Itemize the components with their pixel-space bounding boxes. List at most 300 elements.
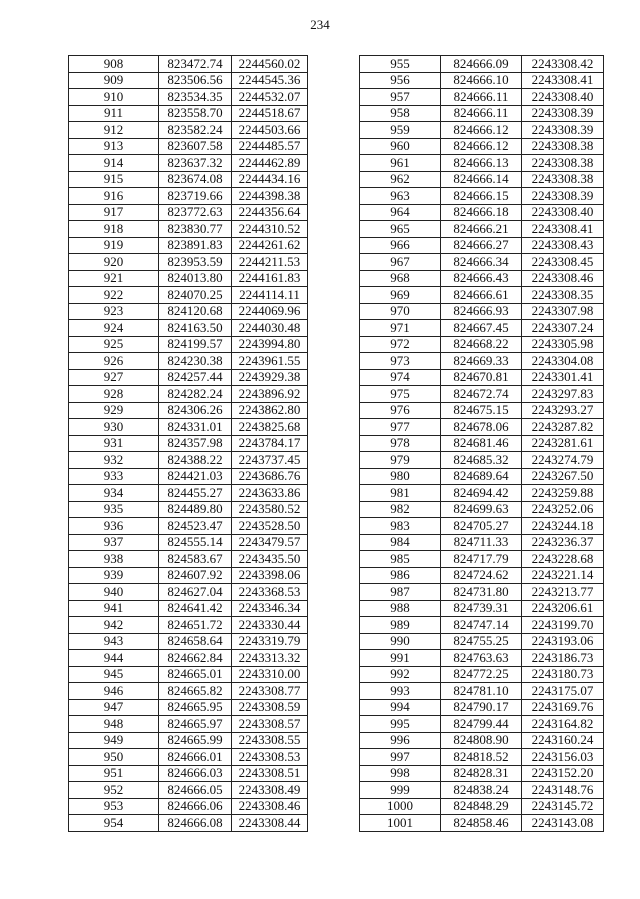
table-row xyxy=(69,501,308,518)
point-number-cell: 932 xyxy=(69,452,159,469)
x-coordinate-cell: 824199.57 xyxy=(159,336,232,353)
y-coordinate-cell: 2243180.73 xyxy=(522,666,604,683)
x-coordinate-cell: 824583.67 xyxy=(159,551,232,568)
x-coordinate-cell: 824717.79 xyxy=(441,551,522,568)
point-number-cell: 985 xyxy=(360,551,441,568)
x-coordinate-cell: 824666.09 xyxy=(441,56,522,73)
y-coordinate-cell: 2243580.52 xyxy=(232,501,308,518)
y-coordinate-cell: 2243308.55 xyxy=(232,732,308,749)
table-row xyxy=(360,534,604,551)
y-coordinate-cell: 2243896.92 xyxy=(232,386,308,403)
x-coordinate-cell: 824739.31 xyxy=(441,600,522,617)
table-row xyxy=(69,584,308,601)
point-number-cell: 931 xyxy=(69,435,159,452)
table-row xyxy=(69,122,308,139)
y-coordinate-cell: 2243287.82 xyxy=(522,419,604,436)
point-number-cell: 908 xyxy=(69,56,159,73)
y-coordinate-cell: 2244560.02 xyxy=(232,56,308,73)
point-number-cell: 990 xyxy=(360,633,441,650)
y-coordinate-cell: 2243308.46 xyxy=(522,270,604,287)
point-number-cell: 994 xyxy=(360,699,441,716)
y-coordinate-cell: 2243281.61 xyxy=(522,435,604,452)
table-row xyxy=(360,254,604,271)
table-row xyxy=(360,749,604,766)
x-coordinate-cell: 824013.80 xyxy=(159,270,232,287)
x-coordinate-cell: 824666.10 xyxy=(441,72,522,89)
y-coordinate-cell: 2243236.37 xyxy=(522,534,604,551)
point-number-cell: 971 xyxy=(360,320,441,337)
y-coordinate-cell: 2244356.64 xyxy=(232,204,308,221)
y-coordinate-cell: 2243308.39 xyxy=(522,188,604,205)
point-number-cell: 957 xyxy=(360,89,441,106)
table-row xyxy=(69,732,308,749)
point-number-cell: 940 xyxy=(69,584,159,601)
table-row xyxy=(360,683,604,700)
table-row xyxy=(69,567,308,584)
x-coordinate-cell: 824705.27 xyxy=(441,518,522,535)
y-coordinate-cell: 2244545.36 xyxy=(232,72,308,89)
y-coordinate-cell: 2243308.44 xyxy=(232,815,308,832)
y-coordinate-cell: 2243308.38 xyxy=(522,138,604,155)
table-row xyxy=(360,501,604,518)
point-number-cell: 914 xyxy=(69,155,159,172)
y-coordinate-cell: 2244310.52 xyxy=(232,221,308,238)
table-row xyxy=(69,419,308,436)
point-number-cell: 983 xyxy=(360,518,441,535)
x-coordinate-cell: 824357.98 xyxy=(159,435,232,452)
y-coordinate-cell: 2243274.79 xyxy=(522,452,604,469)
y-coordinate-cell: 2243221.14 xyxy=(522,567,604,584)
x-coordinate-cell: 824772.25 xyxy=(441,666,522,683)
table-row xyxy=(69,254,308,271)
table-row xyxy=(360,320,604,337)
y-coordinate-cell: 2243308.51 xyxy=(232,765,308,782)
y-coordinate-cell: 2243307.24 xyxy=(522,320,604,337)
y-coordinate-cell: 2243293.27 xyxy=(522,402,604,419)
x-coordinate-cell: 824666.15 xyxy=(441,188,522,205)
point-number-cell: 915 xyxy=(69,171,159,188)
table-row xyxy=(69,716,308,733)
y-coordinate-cell: 2243156.03 xyxy=(522,749,604,766)
x-coordinate-cell: 824666.21 xyxy=(441,221,522,238)
point-number-cell: 919 xyxy=(69,237,159,254)
point-number-cell: 943 xyxy=(69,633,159,650)
table-row xyxy=(360,138,604,155)
point-number-cell: 939 xyxy=(69,567,159,584)
table-row xyxy=(69,89,308,106)
table-row xyxy=(69,270,308,287)
y-coordinate-cell: 2243313.32 xyxy=(232,650,308,667)
y-coordinate-cell: 2243308.38 xyxy=(522,171,604,188)
table-row xyxy=(69,204,308,221)
x-coordinate-cell: 823674.08 xyxy=(159,171,232,188)
x-coordinate-cell: 824651.72 xyxy=(159,617,232,634)
point-number-cell: 996 xyxy=(360,732,441,749)
x-coordinate-cell: 824838.24 xyxy=(441,782,522,799)
table-row xyxy=(69,518,308,535)
point-number-cell: 973 xyxy=(360,353,441,370)
x-coordinate-cell: 824658.64 xyxy=(159,633,232,650)
y-coordinate-cell: 2243308.53 xyxy=(232,749,308,766)
y-coordinate-cell: 2243308.46 xyxy=(232,798,308,815)
point-number-cell: 929 xyxy=(69,402,159,419)
y-coordinate-cell: 2244114.11 xyxy=(232,287,308,304)
x-coordinate-cell: 824665.99 xyxy=(159,732,232,749)
table-row xyxy=(360,419,604,436)
table-row xyxy=(69,468,308,485)
table-row xyxy=(69,485,308,502)
point-number-cell: 969 xyxy=(360,287,441,304)
table-row xyxy=(360,171,604,188)
x-coordinate-cell: 824666.14 xyxy=(441,171,522,188)
x-coordinate-cell: 824282.24 xyxy=(159,386,232,403)
y-coordinate-cell: 2243784.17 xyxy=(232,435,308,452)
point-number-cell: 953 xyxy=(69,798,159,815)
y-coordinate-cell: 2243368.53 xyxy=(232,584,308,601)
point-number-cell: 928 xyxy=(69,386,159,403)
point-number-cell: 968 xyxy=(360,270,441,287)
table-row xyxy=(360,518,604,535)
x-coordinate-cell: 824662.84 xyxy=(159,650,232,667)
x-coordinate-cell: 824666.11 xyxy=(441,89,522,106)
table-row xyxy=(69,782,308,799)
point-number-cell: 963 xyxy=(360,188,441,205)
x-coordinate-cell: 824724.62 xyxy=(441,567,522,584)
table-row xyxy=(360,287,604,304)
y-coordinate-cell: 2243228.68 xyxy=(522,551,604,568)
y-coordinate-cell: 2244398.38 xyxy=(232,188,308,205)
x-coordinate-cell: 824455.27 xyxy=(159,485,232,502)
y-coordinate-cell: 2243929.38 xyxy=(232,369,308,386)
y-coordinate-cell: 2244069.96 xyxy=(232,303,308,320)
y-coordinate-cell: 2243737.45 xyxy=(232,452,308,469)
table-row xyxy=(69,666,308,683)
x-coordinate-cell: 824523.47 xyxy=(159,518,232,535)
y-coordinate-cell: 2243169.76 xyxy=(522,699,604,716)
y-coordinate-cell: 2244503.66 xyxy=(232,122,308,139)
y-coordinate-cell: 2244434.16 xyxy=(232,171,308,188)
y-coordinate-cell: 2243308.40 xyxy=(522,204,604,221)
x-coordinate-cell: 824781.10 xyxy=(441,683,522,700)
table-row xyxy=(69,303,308,320)
y-coordinate-cell: 2244462.89 xyxy=(232,155,308,172)
x-coordinate-cell: 824828.31 xyxy=(441,765,522,782)
x-coordinate-cell: 824666.12 xyxy=(441,122,522,139)
point-number-cell: 952 xyxy=(69,782,159,799)
point-number-cell: 936 xyxy=(69,518,159,535)
x-coordinate-cell: 824747.14 xyxy=(441,617,522,634)
y-coordinate-cell: 2244518.67 xyxy=(232,105,308,122)
point-number-cell: 933 xyxy=(69,468,159,485)
table-row xyxy=(360,303,604,320)
table-row xyxy=(360,237,604,254)
y-coordinate-cell: 2243308.39 xyxy=(522,122,604,139)
point-number-cell: 912 xyxy=(69,122,159,139)
point-number-cell: 982 xyxy=(360,501,441,518)
y-coordinate-cell: 2243244.18 xyxy=(522,518,604,535)
x-coordinate-cell: 824667.45 xyxy=(441,320,522,337)
x-coordinate-cell: 824711.33 xyxy=(441,534,522,551)
x-coordinate-cell: 823891.83 xyxy=(159,237,232,254)
point-number-cell: 978 xyxy=(360,435,441,452)
point-number-cell: 1000 xyxy=(360,798,441,815)
table-row xyxy=(69,336,308,353)
point-number-cell: 986 xyxy=(360,567,441,584)
table-row xyxy=(360,353,604,370)
table-row xyxy=(360,666,604,683)
table-row xyxy=(360,435,604,452)
point-number-cell: 959 xyxy=(360,122,441,139)
point-number-cell: 947 xyxy=(69,699,159,716)
page-number: 234 xyxy=(310,17,330,32)
table-row xyxy=(69,237,308,254)
y-coordinate-cell: 2243633.86 xyxy=(232,485,308,502)
y-coordinate-cell: 2243686.76 xyxy=(232,468,308,485)
table-row xyxy=(69,617,308,634)
y-coordinate-cell: 2243308.43 xyxy=(522,237,604,254)
y-coordinate-cell: 2243308.42 xyxy=(522,56,604,73)
table-row xyxy=(69,138,308,155)
y-coordinate-cell: 2243252.06 xyxy=(522,501,604,518)
x-coordinate-cell: 824681.46 xyxy=(441,435,522,452)
point-number-cell: 926 xyxy=(69,353,159,370)
x-coordinate-cell: 823582.24 xyxy=(159,122,232,139)
point-number-cell: 991 xyxy=(360,650,441,667)
y-coordinate-cell: 2243528.50 xyxy=(232,518,308,535)
table-row xyxy=(360,386,604,403)
x-coordinate-cell: 824627.04 xyxy=(159,584,232,601)
table-row xyxy=(360,452,604,469)
x-coordinate-cell: 824672.74 xyxy=(441,386,522,403)
y-coordinate-cell: 2243164.82 xyxy=(522,716,604,733)
x-coordinate-cell: 824665.01 xyxy=(159,666,232,683)
x-coordinate-cell: 824694.42 xyxy=(441,485,522,502)
x-coordinate-cell: 824421.03 xyxy=(159,468,232,485)
point-number-cell: 942 xyxy=(69,617,159,634)
x-coordinate-cell: 824763.63 xyxy=(441,650,522,667)
y-coordinate-cell: 2243301.41 xyxy=(522,369,604,386)
point-number-cell: 995 xyxy=(360,716,441,733)
point-number-cell: 964 xyxy=(360,204,441,221)
y-coordinate-cell: 2243308.45 xyxy=(522,254,604,271)
y-coordinate-cell: 2244261.62 xyxy=(232,237,308,254)
y-coordinate-cell: 2243308.57 xyxy=(232,716,308,733)
table-row xyxy=(69,699,308,716)
table-row xyxy=(360,188,604,205)
y-coordinate-cell: 2243145.72 xyxy=(522,798,604,815)
point-number-cell: 949 xyxy=(69,732,159,749)
point-number-cell: 955 xyxy=(360,56,441,73)
table-row xyxy=(69,171,308,188)
table-row xyxy=(360,89,604,106)
y-coordinate-cell: 2243479.57 xyxy=(232,534,308,551)
table-row xyxy=(360,600,604,617)
table-row xyxy=(69,650,308,667)
table-row xyxy=(360,122,604,139)
table-row xyxy=(360,567,604,584)
table-row xyxy=(69,188,308,205)
x-coordinate-cell: 824666.01 xyxy=(159,749,232,766)
x-coordinate-cell: 824489.80 xyxy=(159,501,232,518)
x-coordinate-cell: 823830.77 xyxy=(159,221,232,238)
y-coordinate-cell: 2243259.88 xyxy=(522,485,604,502)
y-coordinate-cell: 2243148.76 xyxy=(522,782,604,799)
point-number-cell: 950 xyxy=(69,749,159,766)
table-row xyxy=(360,584,604,601)
x-coordinate-cell: 824668.22 xyxy=(441,336,522,353)
table-row xyxy=(360,633,604,650)
table-row xyxy=(69,105,308,122)
point-number-cell: 951 xyxy=(69,765,159,782)
table-row xyxy=(69,749,308,766)
x-coordinate-cell: 824641.42 xyxy=(159,600,232,617)
x-coordinate-cell: 824678.06 xyxy=(441,419,522,436)
point-number-cell: 977 xyxy=(360,419,441,436)
table-row xyxy=(69,765,308,782)
x-coordinate-cell: 824230.38 xyxy=(159,353,232,370)
point-number-cell: 923 xyxy=(69,303,159,320)
y-coordinate-cell: 2243307.98 xyxy=(522,303,604,320)
x-coordinate-cell: 823719.66 xyxy=(159,188,232,205)
point-number-cell: 946 xyxy=(69,683,159,700)
table-row xyxy=(360,732,604,749)
x-coordinate-cell: 824555.14 xyxy=(159,534,232,551)
x-coordinate-cell: 823953.59 xyxy=(159,254,232,271)
point-number-cell: 988 xyxy=(360,600,441,617)
y-coordinate-cell: 2243308.40 xyxy=(522,89,604,106)
y-coordinate-cell: 2244485.57 xyxy=(232,138,308,155)
table-row xyxy=(69,683,308,700)
x-coordinate-cell: 824669.33 xyxy=(441,353,522,370)
table-row xyxy=(69,287,308,304)
table-row xyxy=(360,716,604,733)
table-row xyxy=(69,435,308,452)
table-row xyxy=(69,798,308,815)
x-coordinate-cell: 823534.35 xyxy=(159,89,232,106)
x-coordinate-cell: 824666.43 xyxy=(441,270,522,287)
x-coordinate-cell: 824666.08 xyxy=(159,815,232,832)
table-row xyxy=(360,699,604,716)
point-number-cell: 927 xyxy=(69,369,159,386)
x-coordinate-cell: 824331.01 xyxy=(159,419,232,436)
table-row xyxy=(360,155,604,172)
table-row xyxy=(360,617,604,634)
point-number-cell: 1001 xyxy=(360,815,441,832)
y-coordinate-cell: 2243304.08 xyxy=(522,353,604,370)
table-row xyxy=(69,386,308,403)
point-number-cell: 916 xyxy=(69,188,159,205)
point-number-cell: 954 xyxy=(69,815,159,832)
x-coordinate-cell: 824799.44 xyxy=(441,716,522,733)
x-coordinate-cell: 824689.64 xyxy=(441,468,522,485)
table-row xyxy=(69,452,308,469)
x-coordinate-cell: 823607.58 xyxy=(159,138,232,155)
coordinate-table-left xyxy=(68,55,308,832)
table-row xyxy=(69,402,308,419)
x-coordinate-cell: 824163.50 xyxy=(159,320,232,337)
y-coordinate-cell: 2243152.20 xyxy=(522,765,604,782)
point-number-cell: 965 xyxy=(360,221,441,238)
table-row xyxy=(69,534,308,551)
point-number-cell: 958 xyxy=(360,105,441,122)
x-coordinate-cell: 824666.03 xyxy=(159,765,232,782)
y-coordinate-cell: 2243199.70 xyxy=(522,617,604,634)
point-number-cell: 918 xyxy=(69,221,159,238)
point-number-cell: 998 xyxy=(360,765,441,782)
table-row xyxy=(69,815,308,832)
point-number-cell: 999 xyxy=(360,782,441,799)
y-coordinate-cell: 2243825.68 xyxy=(232,419,308,436)
y-coordinate-cell: 2244211.53 xyxy=(232,254,308,271)
y-coordinate-cell: 2243213.77 xyxy=(522,584,604,601)
y-coordinate-cell: 2243297.83 xyxy=(522,386,604,403)
x-coordinate-cell: 824666.13 xyxy=(441,155,522,172)
x-coordinate-cell: 824257.44 xyxy=(159,369,232,386)
point-number-cell: 909 xyxy=(69,72,159,89)
y-coordinate-cell: 2243206.61 xyxy=(522,600,604,617)
y-coordinate-cell: 2243308.77 xyxy=(232,683,308,700)
table-row xyxy=(69,551,308,568)
x-coordinate-cell: 824685.32 xyxy=(441,452,522,469)
table-row xyxy=(360,105,604,122)
table-row xyxy=(69,320,308,337)
point-number-cell: 944 xyxy=(69,650,159,667)
y-coordinate-cell: 2243961.55 xyxy=(232,353,308,370)
x-coordinate-cell: 824666.61 xyxy=(441,287,522,304)
x-coordinate-cell: 824731.80 xyxy=(441,584,522,601)
table-row xyxy=(360,765,604,782)
point-number-cell: 997 xyxy=(360,749,441,766)
point-number-cell: 910 xyxy=(69,89,159,106)
x-coordinate-cell: 824675.15 xyxy=(441,402,522,419)
point-number-cell: 941 xyxy=(69,600,159,617)
x-coordinate-cell: 824670.81 xyxy=(441,369,522,386)
y-coordinate-cell: 2243193.06 xyxy=(522,633,604,650)
y-coordinate-cell: 2243308.59 xyxy=(232,699,308,716)
table-row xyxy=(360,56,604,73)
point-number-cell: 935 xyxy=(69,501,159,518)
table-row xyxy=(360,815,604,832)
y-coordinate-cell: 2244030.48 xyxy=(232,320,308,337)
point-number-cell: 945 xyxy=(69,666,159,683)
y-coordinate-cell: 2243267.50 xyxy=(522,468,604,485)
x-coordinate-cell: 823472.74 xyxy=(159,56,232,73)
x-coordinate-cell: 824665.97 xyxy=(159,716,232,733)
table-row xyxy=(360,221,604,238)
table-row xyxy=(360,798,604,815)
table-row xyxy=(360,551,604,568)
y-coordinate-cell: 2243308.49 xyxy=(232,782,308,799)
y-coordinate-cell: 2243346.34 xyxy=(232,600,308,617)
point-number-cell: 922 xyxy=(69,287,159,304)
coordinate-table-right xyxy=(359,55,604,832)
point-number-cell: 967 xyxy=(360,254,441,271)
point-number-cell: 976 xyxy=(360,402,441,419)
table-row xyxy=(69,221,308,238)
point-number-cell: 981 xyxy=(360,485,441,502)
y-coordinate-cell: 2243330.44 xyxy=(232,617,308,634)
x-coordinate-cell: 824666.06 xyxy=(159,798,232,815)
table-row xyxy=(360,650,604,667)
table-row xyxy=(69,369,308,386)
x-coordinate-cell: 823772.63 xyxy=(159,204,232,221)
table-row xyxy=(69,353,308,370)
y-coordinate-cell: 2243186.73 xyxy=(522,650,604,667)
x-coordinate-cell: 824848.29 xyxy=(441,798,522,815)
y-coordinate-cell: 2243305.98 xyxy=(522,336,604,353)
x-coordinate-cell: 824120.68 xyxy=(159,303,232,320)
x-coordinate-cell: 824607.92 xyxy=(159,567,232,584)
